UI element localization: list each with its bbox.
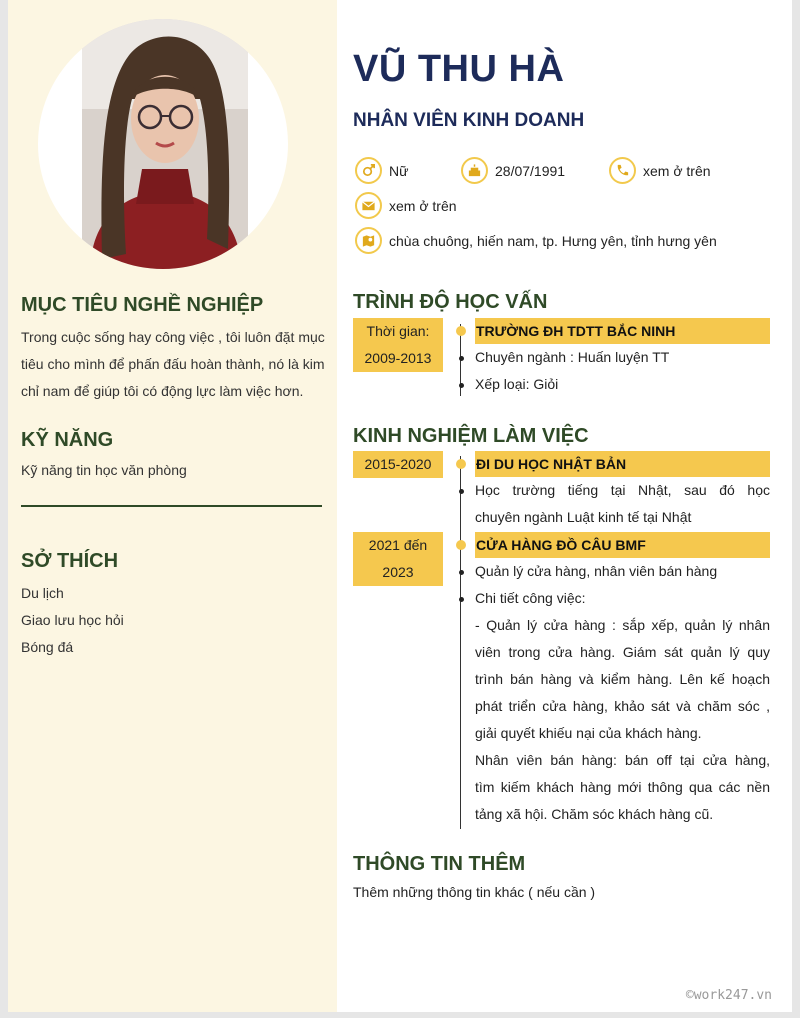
job-bullet: Chi tiết công việc: (475, 590, 586, 606)
sidebar-divider (21, 505, 322, 507)
objective-heading: MỤC TIÊU NGHỀ NGHIỆP (21, 294, 264, 316)
hobby-item: Bóng đá (21, 639, 74, 655)
education-major: Chuyên ngành : Huấn luyện TT (475, 349, 670, 365)
job-date: 2015-2020 (353, 451, 443, 478)
bullet-dot (459, 570, 464, 575)
job-title: ĐI DU HỌC NHẬT BẢN (475, 451, 770, 477)
bullet-dot (459, 383, 464, 388)
timeline-dot (456, 540, 466, 550)
birthday-value: 28/07/1991 (495, 162, 566, 179)
candidate-name: VŨ THU HÀ (353, 48, 565, 90)
hobby-item: Du lịch (21, 585, 64, 601)
location-icon (355, 227, 382, 254)
avatar (38, 19, 288, 269)
address-value: chùa chuông, hiến nam, tp. Hưng yên, tỉnh hưng yên (389, 232, 717, 249)
gender-info (355, 157, 408, 184)
email-info (355, 192, 457, 219)
job-detail: - Quản lý cửa hàng : sắp xếp, quản lý nhân viên trong cửa hàng. Giám sát quản lý quy trình bán hàng và kiểm hàng. Lên kế hoạch phát triển cửa hàng, khảo sát và chăm sóc , giải quyết khiếu nại của khách hàng. Nhân viên bán hàng: bán off tại cửa hàng, tìm kiếm khách hàng mới thông qua các nền tảng xã hội. Chăm sóc khách hàng cũ. (475, 617, 770, 822)
skills-text: Kỹ năng tin học văn phòng (21, 462, 187, 478)
timeline-dot (456, 326, 466, 336)
bullet-dot (459, 597, 464, 602)
gender-icon (355, 157, 382, 184)
email-value: xem ở trên (389, 197, 457, 214)
extra-text: Thêm những thông tin khác ( nếu cần ) (353, 884, 596, 900)
job-date: 2021 đến 2023 (353, 532, 443, 586)
experience-heading: KINH NGHIỆM LÀM VIỆC (353, 425, 589, 447)
phone-value: xem ở trên (643, 162, 711, 179)
education-grade: Xếp loại: Giỏi (475, 376, 559, 392)
job-description: Học trường tiếng tại Nhật, sau đó học chuyên ngành Luật kinh tế tại Nhật (475, 482, 770, 525)
cv-page (8, 0, 792, 1012)
profile-photo (82, 19, 248, 269)
address-info (355, 227, 717, 254)
bullet-dot (459, 489, 464, 494)
job-title: NHÂN VIÊN KINH DOANH (353, 110, 585, 131)
job-title: CỬA HÀNG ĐỒ CÂU BMF (475, 532, 770, 558)
watermark: ©work247.vn (685, 988, 772, 1003)
experience-timeline (460, 456, 461, 829)
bullet-dot (459, 356, 464, 361)
hobbies-heading: SỞ THÍCH (21, 550, 119, 572)
extra-heading: THÔNG TIN THÊM (353, 853, 526, 875)
sidebar (8, 0, 337, 1012)
job-bullet: Quản lý cửa hàng, nhân viên bán hàng (475, 563, 718, 579)
education-school: TRƯỜNG ĐH TDTT BẮC NINH (475, 318, 770, 344)
birthday-info (461, 157, 565, 184)
phone-info (609, 157, 711, 184)
skills-heading: KỸ NĂNG (21, 429, 114, 451)
objective-text: Trong cuộc sống hay công việc , tôi luôn đặt mục tiêu cho mình để phấn đấu hoàn thành, nó là kim chỉ nam để giúp tôi có động lực làm việc hơn. (21, 329, 325, 399)
education-date: Thời gian: 2009-2013 (353, 318, 443, 372)
education-heading: TRÌNH ĐỘ HỌC VẤN (353, 291, 548, 313)
hobby-item: Giao lưu học hỏi (21, 612, 124, 628)
phone-icon (609, 157, 636, 184)
gender-value: Nữ (389, 162, 409, 179)
email-icon (355, 192, 382, 219)
birthday-cake-icon (461, 157, 488, 184)
timeline-dot (456, 459, 466, 469)
